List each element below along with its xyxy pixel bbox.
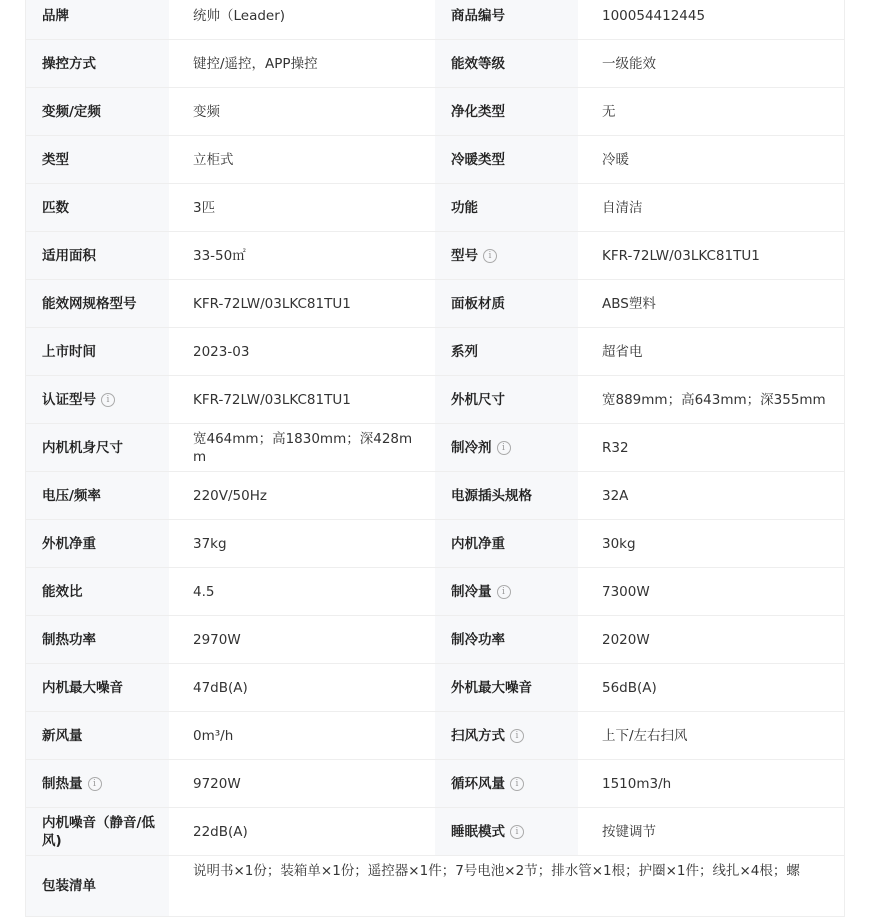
spec-value: KFR-72LW/03LKC81TU1 — [169, 280, 435, 327]
spec-label: 冷暖类型 — [435, 136, 578, 183]
spec-row — [26, 856, 844, 917]
spec-value: 2020W — [578, 616, 844, 663]
spec-label: 外机净重 — [26, 520, 169, 567]
info-icon[interactable]: i — [510, 825, 524, 839]
info-icon[interactable]: i — [497, 585, 511, 599]
spec-row — [26, 136, 844, 184]
spec-value: 4.5 — [169, 568, 435, 615]
spec-value: 0m³/h — [169, 712, 435, 759]
spec-row — [26, 472, 844, 520]
info-icon[interactable]: i — [483, 249, 497, 263]
spec-label: 商品编号 — [435, 0, 578, 39]
spec-value: 56dB(A) — [578, 664, 844, 711]
spec-row — [26, 280, 844, 328]
spec-label: 内机噪音（静音/低风) — [26, 808, 169, 855]
spec-label: 电压/频率 — [26, 472, 169, 519]
spec-value: 冷暖 — [578, 136, 844, 183]
spec-label-text: 型号 — [451, 247, 478, 264]
spec-value: 变频 — [169, 88, 435, 135]
spec-value: 100054412445 — [578, 0, 844, 39]
spec-label-text: 制热量 — [42, 775, 83, 792]
spec-value: 宽464mm；高1830mm；深428mm — [169, 424, 435, 471]
spec-value: 47dB(A) — [169, 664, 435, 711]
spec-label: 能效比 — [26, 568, 169, 615]
spec-label: 制冷功率 — [435, 616, 578, 663]
spec-value: 32A — [578, 472, 844, 519]
spec-row — [26, 760, 844, 808]
spec-value: 自清洁 — [578, 184, 844, 231]
spec-label-with-info — [435, 232, 578, 279]
spec-label: 上市时间 — [26, 328, 169, 375]
spec-value: 2970W — [169, 616, 435, 663]
info-icon[interactable]: i — [510, 777, 524, 791]
spec-row — [26, 376, 844, 424]
spec-table — [25, 0, 845, 917]
spec-row — [26, 184, 844, 232]
spec-label: 品牌 — [26, 0, 169, 39]
spec-value: 2023-03 — [169, 328, 435, 375]
spec-value: 无 — [578, 88, 844, 135]
spec-label-text: 扫风方式 — [451, 727, 505, 744]
spec-value: 7300W — [578, 568, 844, 615]
spec-label: 系列 — [435, 328, 578, 375]
spec-label: 适用面积 — [26, 232, 169, 279]
spec-value: 3匹 — [169, 184, 435, 231]
spec-row — [26, 664, 844, 712]
info-icon[interactable]: i — [88, 777, 102, 791]
spec-value: 上下/左右扫风 — [578, 712, 844, 759]
spec-label-text: 制冷剂 — [451, 439, 492, 456]
spec-label-text: 制冷量 — [451, 583, 492, 600]
spec-value: 键控/遥控，APP操控 — [169, 40, 435, 87]
spec-value: 立柜式 — [169, 136, 435, 183]
spec-label-text: 睡眠模式 — [451, 823, 505, 840]
info-icon[interactable]: i — [497, 441, 511, 455]
spec-value: 30kg — [578, 520, 844, 567]
spec-label: 制热功率 — [26, 616, 169, 663]
spec-label-text: 循环风量 — [451, 775, 505, 792]
spec-label: 面板材质 — [435, 280, 578, 327]
spec-label-with-info — [26, 760, 169, 807]
spec-row — [26, 40, 844, 88]
spec-label: 匹数 — [26, 184, 169, 231]
spec-value: 220V/50Hz — [169, 472, 435, 519]
spec-label-with-info — [435, 808, 578, 855]
spec-label-with-info — [435, 424, 578, 471]
spec-label: 包装清单 — [26, 856, 169, 916]
spec-row — [26, 232, 844, 280]
spec-row — [26, 568, 844, 616]
spec-value: 超省电 — [578, 328, 844, 375]
spec-value: 按键调节 — [578, 808, 844, 855]
spec-label: 内机最大噪音 — [26, 664, 169, 711]
spec-value: R32 — [578, 424, 844, 471]
spec-label: 能效网规格型号 — [26, 280, 169, 327]
spec-label-with-info — [26, 376, 169, 423]
spec-label: 功能 — [435, 184, 578, 231]
spec-value: ABS塑料 — [578, 280, 844, 327]
spec-label-with-info — [435, 712, 578, 759]
spec-row — [26, 88, 844, 136]
spec-label-with-info — [435, 760, 578, 807]
spec-value: 1510m3/h — [578, 760, 844, 807]
spec-row — [26, 808, 844, 856]
spec-row — [26, 0, 844, 40]
spec-label: 外机尺寸 — [435, 376, 578, 423]
spec-row — [26, 424, 844, 472]
spec-row — [26, 520, 844, 568]
spec-label: 内机净重 — [435, 520, 578, 567]
spec-value: 宽889mm；高643mm；深355mm — [578, 376, 844, 423]
spec-label-text: 认证型号 — [42, 391, 96, 408]
spec-label-with-info — [435, 568, 578, 615]
spec-label: 净化类型 — [435, 88, 578, 135]
spec-label: 电源插头规格 — [435, 472, 578, 519]
spec-value: 统帅（Leader) — [169, 0, 435, 39]
spec-label: 能效等级 — [435, 40, 578, 87]
spec-label: 内机机身尺寸 — [26, 424, 169, 471]
spec-label: 类型 — [26, 136, 169, 183]
info-icon[interactable]: i — [510, 729, 524, 743]
spec-value: 22dB(A) — [169, 808, 435, 855]
spec-row — [26, 712, 844, 760]
spec-label: 新风量 — [26, 712, 169, 759]
spec-row — [26, 328, 844, 376]
spec-row — [26, 616, 844, 664]
spec-label: 变频/定频 — [26, 88, 169, 135]
info-icon[interactable]: i — [101, 393, 115, 407]
spec-value: 说明书×1份；装箱单×1份；遥控器×1件；7号电池×2节；排水管×1根；护圈×1件；线扎×4根；螺 — [169, 856, 844, 916]
spec-value: 33-50㎡ — [169, 232, 435, 279]
spec-label: 操控方式 — [26, 40, 169, 87]
spec-value: KFR-72LW/03LKC81TU1 — [578, 232, 844, 279]
spec-value: KFR-72LW/03LKC81TU1 — [169, 376, 435, 423]
spec-value: 9720W — [169, 760, 435, 807]
spec-value: 一级能效 — [578, 40, 844, 87]
spec-value: 37kg — [169, 520, 435, 567]
spec-label: 外机最大噪音 — [435, 664, 578, 711]
